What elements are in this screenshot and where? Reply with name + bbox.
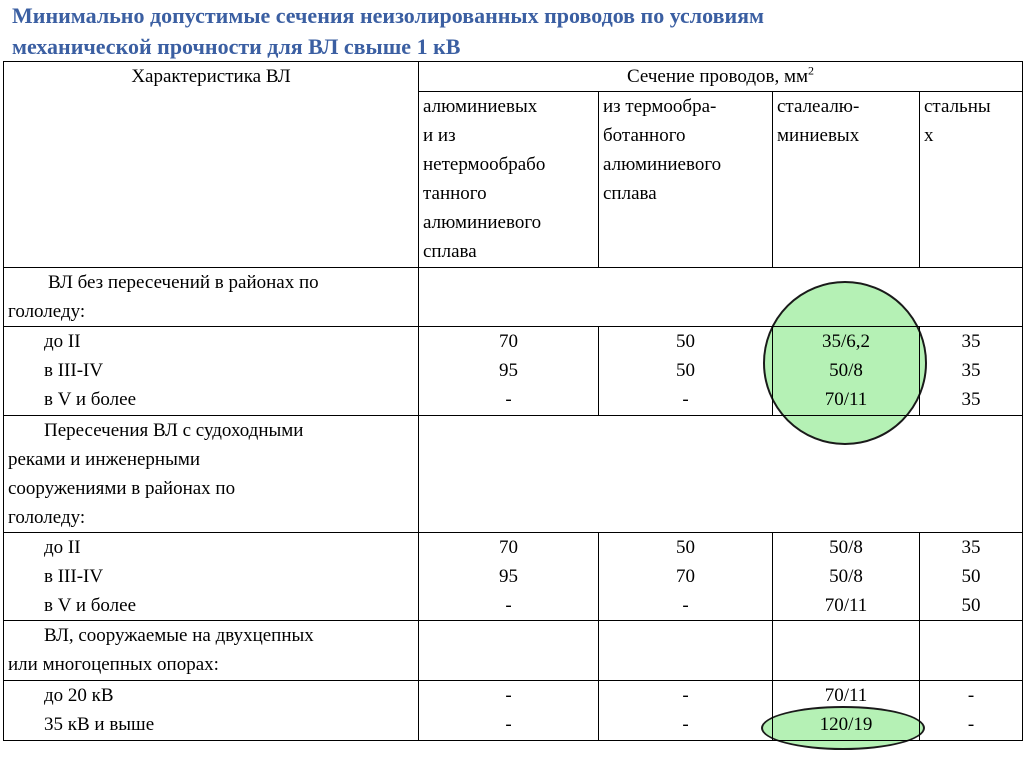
value: - (682, 714, 689, 735)
value: 50/8 (829, 566, 863, 587)
group-2-col-2 (599, 533, 773, 621)
header-col-aluminum-line: алюминиевых (423, 96, 538, 117)
group-title-2-empty (419, 416, 1023, 533)
value: 70 (499, 537, 518, 558)
group-title-3-empty-2 (599, 621, 773, 681)
header-col-thermo-line: сплава (603, 183, 657, 204)
row-label: в III-IV (44, 360, 104, 381)
value: 95 (499, 566, 518, 587)
title-line-1: Минимально допустимые сечения неизолированных проводов по условиям (12, 3, 765, 28)
group-3-col-4 (920, 681, 1023, 741)
value: 70/11 (824, 389, 868, 410)
value: 50 (961, 566, 981, 587)
row-label: в V и более (44, 389, 137, 410)
header-col-steel-line: стальны (924, 96, 991, 117)
group-title-3-empty-1 (419, 621, 599, 681)
sections-table (3, 61, 1023, 741)
header-section-sup: 2 (808, 63, 815, 78)
page-title (12, 0, 1012, 62)
group-title-1 (4, 268, 419, 327)
value: 70/11 (824, 685, 868, 706)
group-title-line: гололеду: (8, 301, 86, 322)
group-title-line: ВЛ без пересечений в районах по (48, 272, 319, 293)
value: 50 (961, 595, 981, 616)
value: 50/8 (829, 537, 863, 558)
row-label: в III-IV (44, 566, 104, 587)
group-title-3-empty-3 (773, 621, 920, 681)
value: 70 (499, 331, 518, 352)
group-1-col-3 (773, 327, 920, 416)
group-1-labels (4, 327, 419, 416)
header-col-thermo-line: из термообра- (603, 96, 717, 117)
group-1-col-2 (599, 327, 773, 416)
header-col-aluminum-line: алюминиевого (423, 212, 542, 233)
value: 35/6,2 (821, 331, 871, 352)
header-col-thermo-line: алюминиевого (603, 154, 722, 175)
value: 50 (676, 537, 695, 558)
row-label: 35 кВ и выше (44, 714, 155, 735)
value: - (505, 595, 512, 616)
group-title-line: ВЛ, сооружаемые на двухцепных (44, 625, 314, 646)
row-label: до 20 кВ (44, 685, 114, 706)
value: 35 (961, 331, 981, 352)
value: 35 (961, 360, 981, 381)
value: 70/11 (824, 595, 868, 616)
header-col-steel (920, 92, 1023, 268)
group-2-col-4 (920, 533, 1023, 621)
group-2-col-1 (419, 533, 599, 621)
value: - (505, 685, 512, 706)
header-col-aluminum-line: нетермообрабо (423, 154, 546, 175)
group-2-labels (4, 533, 419, 621)
group-title-line: гололеду: (8, 507, 86, 528)
title-line-2: механической прочности для ВЛ свыше 1 кВ (12, 34, 461, 59)
header-col-steel-aluminum-line: миниевых (777, 125, 860, 146)
group-title-3 (4, 621, 419, 681)
value: 120/19 (819, 714, 873, 735)
group-3-labels (4, 681, 419, 741)
value: 50 (676, 331, 695, 352)
group-title-line: сооружениями в районах по (8, 478, 236, 499)
header-characteristic: Характеристика ВЛ (4, 62, 419, 268)
value: - (505, 389, 512, 410)
group-title-3-empty-4 (920, 621, 1023, 681)
header-col-steel-aluminum (773, 92, 920, 268)
value: 50/8 (829, 360, 863, 381)
value: - (967, 685, 975, 706)
group-title-line: или многоцепных опорах: (8, 654, 219, 675)
value: 35 (961, 537, 981, 558)
value: - (682, 595, 689, 616)
header-col-thermo-line: ботанного (603, 125, 686, 146)
group-3-col-1 (419, 681, 599, 741)
header-section-text: Сечение проводов, мм (627, 66, 809, 87)
value: - (682, 685, 689, 706)
group-2-col-3 (773, 533, 920, 621)
row-label: до II (44, 537, 81, 558)
group-title-line: реками и инженерными (8, 449, 201, 470)
group-title-line: Пересечения ВЛ с судоходными (44, 420, 304, 441)
value: 70 (676, 566, 695, 587)
group-title-1-empty (419, 268, 1023, 327)
header-col-thermo (599, 92, 773, 268)
value: 35 (961, 389, 981, 410)
row-label: в V и более (44, 595, 137, 616)
value: - (505, 714, 512, 735)
row-label: до II (44, 331, 81, 352)
group-1-col-4 (920, 327, 1023, 416)
header-col-aluminum-line: и из (423, 125, 456, 146)
header-col-steel-line: х (924, 125, 934, 146)
header-section (419, 62, 1023, 92)
group-title-2 (4, 416, 419, 533)
value: - (967, 714, 975, 735)
value: - (682, 389, 689, 410)
group-3-col-2 (599, 681, 773, 741)
header-col-aluminum (419, 92, 599, 268)
header-col-steel-aluminum-line: сталеалю- (777, 96, 860, 117)
value: 95 (499, 360, 518, 381)
header-col-aluminum-line: сплава (423, 241, 477, 262)
group-3-col-3 (773, 681, 920, 741)
value: 50 (676, 360, 695, 381)
header-col-aluminum-line: танного (423, 183, 487, 204)
group-1-col-1 (419, 327, 599, 416)
